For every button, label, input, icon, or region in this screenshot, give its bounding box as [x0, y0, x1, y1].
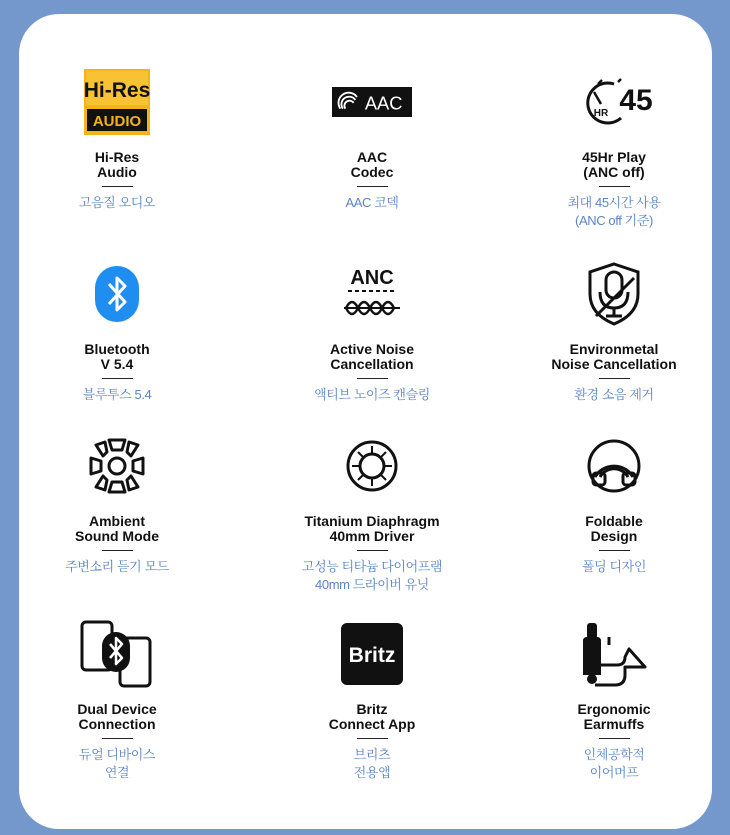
- divider: [357, 550, 388, 551]
- divider: [599, 378, 630, 379]
- feature-environmental-noise-cancellation: [504, 258, 724, 404]
- feature-ergonomic-earmuffs: [504, 618, 724, 782]
- feature-title: Environmetal Noise Cancellation: [551, 341, 677, 372]
- ergonomic-earmuff-icon: [574, 618, 654, 690]
- bluetooth-icon: [77, 258, 157, 330]
- svg-text:Britz: Britz: [348, 644, 396, 667]
- feature-title: Britz Connect App: [328, 701, 416, 732]
- dual-device-icon: [77, 618, 157, 690]
- svg-text:HR: HR: [593, 108, 609, 119]
- svg-text:45: 45: [619, 84, 653, 117]
- feature-dual-device-connection: [7, 618, 227, 782]
- feature-hi-res-audio: [7, 66, 227, 212]
- divider: [357, 738, 388, 739]
- feature-ambient-sound-mode: [7, 430, 227, 576]
- feature-title: Ambient Sound Mode: [75, 513, 159, 544]
- feature-title: AAC Codec: [350, 149, 394, 180]
- divider: [102, 550, 133, 551]
- features-card: [19, 14, 712, 829]
- feature-subtitle: 고음질 오디오: [78, 195, 156, 210]
- divider: [599, 550, 630, 551]
- feature-bluetooth: [7, 258, 227, 404]
- feature-subtitle: 고성능 티타늄 다이어프램 40mm 드라이버 유닛: [301, 559, 443, 592]
- feature-subtitle: 브리츠 전용앱: [353, 747, 391, 780]
- foldable-headphones-icon: [574, 430, 654, 502]
- feature-subtitle: 인체공학적 이어머프: [583, 747, 645, 780]
- svg-text:AAC: AAC: [364, 92, 403, 114]
- divider: [357, 378, 388, 379]
- feature-subtitle: AAC 코덱: [345, 195, 399, 210]
- feature-title: Foldable Design: [585, 513, 643, 544]
- divider: [102, 378, 133, 379]
- hi-res-audio-icon: [77, 66, 157, 138]
- feature-britz-connect-app: [262, 618, 482, 782]
- feature-active-noise-cancellation: [262, 258, 482, 404]
- feature-title: 45Hr Play (ANC off): [582, 149, 646, 180]
- feature-subtitle: 액티브 노이즈 캔슬링: [314, 387, 430, 402]
- feature-title: Titanium Diaphragm 40mm Driver: [304, 513, 440, 544]
- anc-icon: [332, 258, 412, 330]
- feature-title: Hi-Res Audio: [94, 149, 140, 180]
- feature-subtitle: 폴딩 디자인: [581, 559, 646, 574]
- divider: [102, 738, 133, 739]
- feature-foldable-design: [504, 430, 724, 576]
- svg-text:AUDIO: AUDIO: [92, 113, 142, 130]
- feature-titanium-driver: [262, 430, 482, 594]
- svg-text:Hi-Res: Hi-Res: [84, 79, 150, 102]
- aac-logo-icon: [332, 66, 412, 138]
- ambient-sound-icon: [77, 430, 157, 502]
- feature-title: Active Noise Cancellation: [329, 341, 415, 372]
- divider: [599, 186, 630, 187]
- divider: [357, 186, 388, 187]
- feature-title: Ergonomic Earmuffs: [577, 701, 651, 732]
- svg-text:ANC: ANC: [350, 267, 394, 289]
- feature-subtitle: 최대 45시간 사용 (ANC off 기준): [567, 195, 661, 228]
- feature-45hr-play: [504, 66, 724, 230]
- divider: [102, 186, 133, 187]
- feature-title: Bluetooth V 5.4: [84, 341, 150, 372]
- clock-45hr-icon: [574, 66, 654, 138]
- divider: [599, 738, 630, 739]
- britz-app-icon: [332, 618, 412, 690]
- microphone-shield-icon: [574, 258, 654, 330]
- feature-subtitle: 듀얼 디바이스 연결: [78, 747, 156, 780]
- feature-subtitle: 블루투스 5.4: [82, 387, 152, 402]
- feature-subtitle: 환경 소음 제거: [574, 387, 654, 402]
- driver-icon: [332, 430, 412, 502]
- feature-subtitle: 주변소리 듣기 모드: [65, 559, 169, 574]
- feature-title: Dual Device Connection: [77, 701, 157, 732]
- feature-aac-codec: [262, 66, 482, 212]
